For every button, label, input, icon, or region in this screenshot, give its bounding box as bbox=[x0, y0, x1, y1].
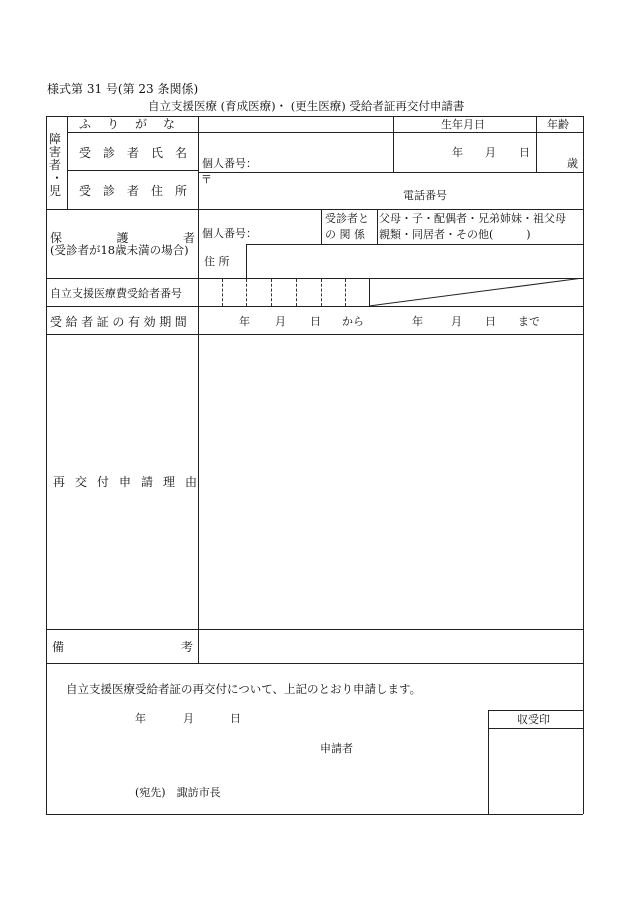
recipient-number-label: 自立支援医療費受給者番号 bbox=[50, 287, 182, 300]
declaration-text: 自立支援医療受給者証の再交付について、上記のとおり申請します。 bbox=[66, 682, 422, 696]
reason-label: 再交付申請理由 bbox=[53, 475, 208, 489]
form-title: 自立支援医療 (育成医療)・ (更生医療) 受給者証再交付申請書 bbox=[148, 99, 465, 113]
validity-to-day: 日 bbox=[485, 315, 496, 328]
guardian-sublabel: (受診者が18歳未満の場合) bbox=[50, 243, 189, 257]
remarks-input[interactable] bbox=[202, 634, 579, 659]
relation-options-line1[interactable]: 父母・子・配偶者・兄弟姉妹・祖父母 bbox=[379, 212, 566, 225]
relation-label-line2: の 関 係 bbox=[325, 228, 365, 241]
stamp-box-area bbox=[489, 729, 582, 813]
furigana-label: ふりがな bbox=[79, 117, 192, 131]
guardian-address-input[interactable] bbox=[250, 250, 580, 274]
validity-to-word: まで bbox=[518, 315, 540, 328]
guardian-personal-number-label: 個人番号： bbox=[202, 227, 257, 240]
validity-to-month: 月 bbox=[451, 315, 462, 328]
form-number: 様式第 31 号(第 23 条関係) bbox=[47, 82, 199, 96]
postal-code-input[interactable] bbox=[214, 174, 384, 188]
addressee: (宛先) 諏訪市長 bbox=[135, 786, 221, 799]
stamp-box-label: 収受印 bbox=[517, 713, 550, 726]
guardian-label: 保 護 者 bbox=[50, 231, 195, 245]
applicant-label: 申請者 bbox=[320, 742, 353, 755]
furigana-input[interactable] bbox=[201, 134, 391, 152]
remarks-label-left: 備 bbox=[52, 640, 65, 654]
postal-mark: 〒 bbox=[201, 173, 212, 186]
patient-name-label: 受診者氏名 bbox=[79, 146, 200, 160]
application-date-month: 月 bbox=[183, 712, 194, 725]
remarks-label-right: 考 bbox=[181, 640, 194, 654]
validity-to-year: 年 bbox=[412, 315, 423, 328]
patient-group-label: 障 害 者 ・ 児 bbox=[49, 132, 64, 198]
relation-label-line1: 受診者と bbox=[325, 212, 369, 225]
diagonal-strike bbox=[369, 278, 583, 306]
age-unit-label: 歳 bbox=[567, 157, 578, 170]
dob-month-label: 月 bbox=[485, 146, 496, 159]
applicant-name-input[interactable] bbox=[362, 739, 482, 755]
patient-phone-input[interactable] bbox=[452, 188, 580, 204]
dob-header: 生年月日 bbox=[441, 118, 485, 131]
application-date-day: 日 bbox=[230, 712, 241, 725]
age-header: 年齢 bbox=[547, 118, 569, 131]
patient-address-label: 受診者住所 bbox=[79, 184, 200, 198]
validity-from-month: 月 bbox=[275, 315, 286, 328]
validity-label: 受給者証の有効期間 bbox=[50, 315, 191, 329]
dob-year-label: 年 bbox=[452, 146, 463, 159]
guardian-personal-number-input[interactable] bbox=[262, 225, 318, 240]
application-date-year: 年 bbox=[135, 712, 146, 725]
patient-personal-number-input[interactable] bbox=[262, 155, 390, 170]
guardian-address-label: 住 所 bbox=[204, 255, 230, 268]
recipient-number-input[interactable] bbox=[200, 281, 367, 303]
dob-day-label: 日 bbox=[519, 146, 530, 159]
patient-personal-number-label: 個人番号： bbox=[202, 157, 257, 170]
reason-textarea[interactable] bbox=[202, 338, 579, 625]
validity-from-year: 年 bbox=[239, 315, 250, 328]
patient-phone-label: 電話番号 bbox=[403, 189, 447, 202]
validity-from-word: から bbox=[342, 315, 364, 328]
validity-from-day: 日 bbox=[310, 315, 321, 328]
relation-options-line2[interactable]: 親類・同居者・その他( ) bbox=[379, 228, 531, 241]
